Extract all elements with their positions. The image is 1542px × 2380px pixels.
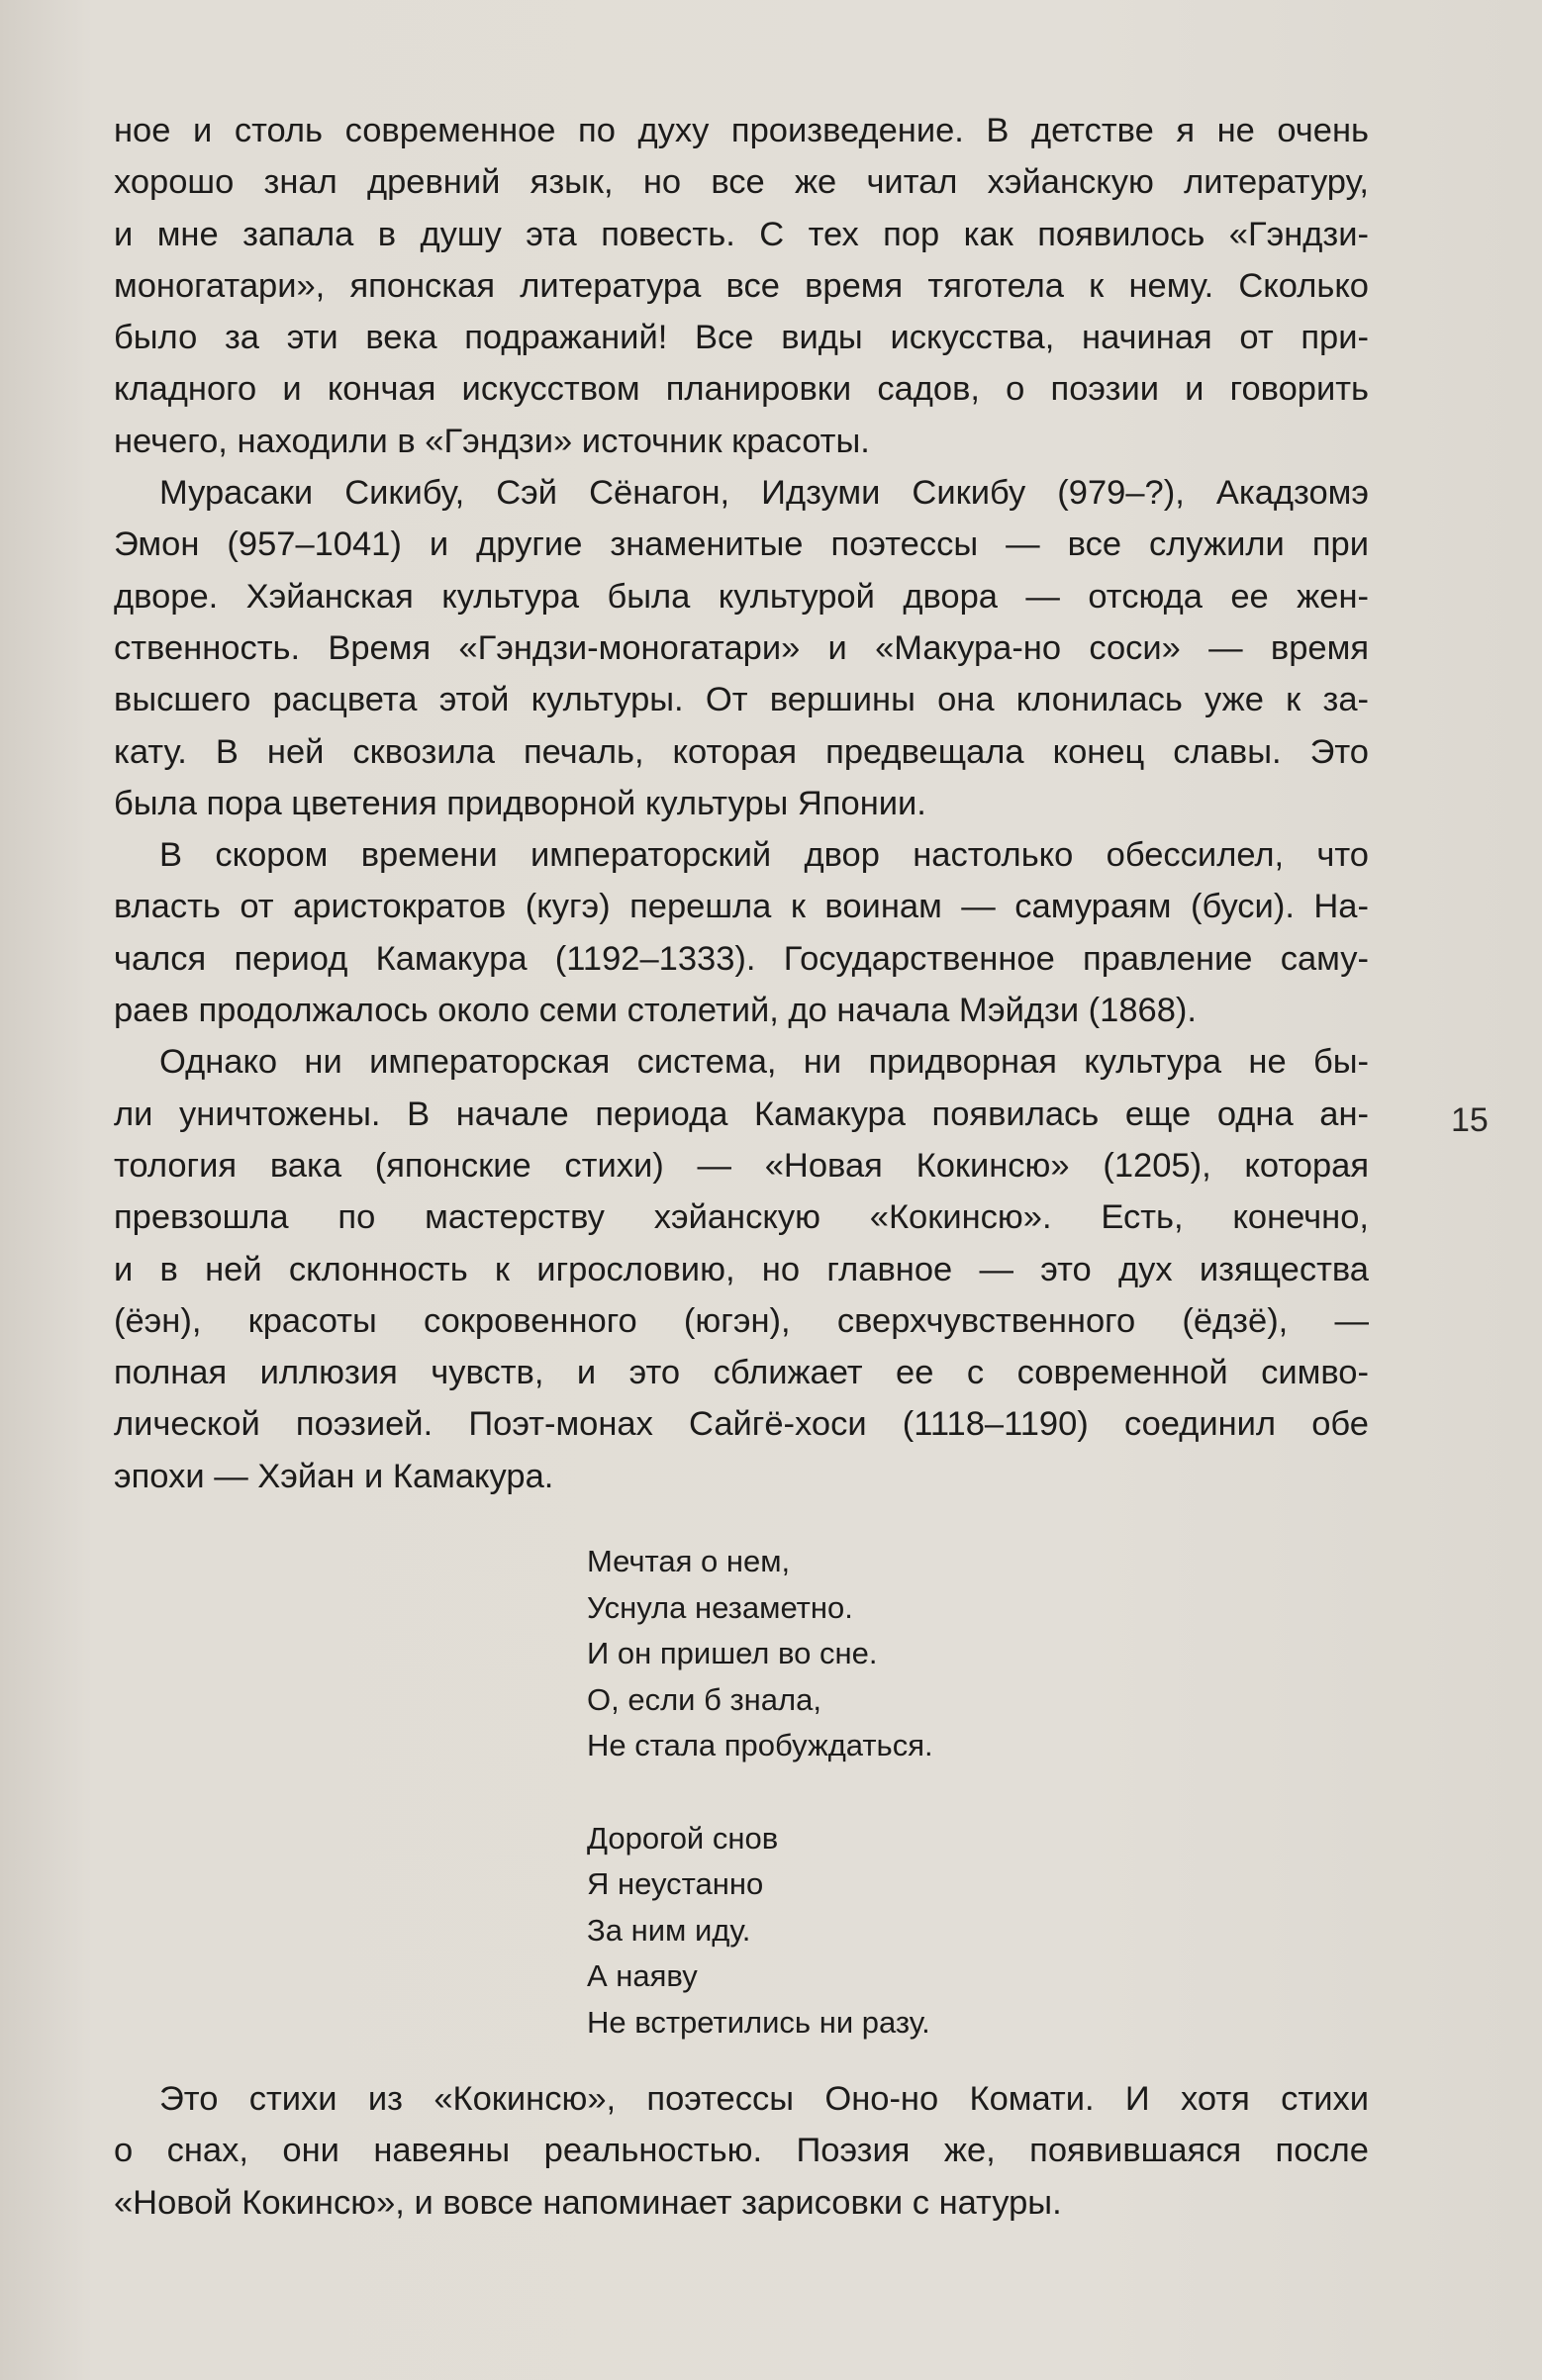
paragraph: [114, 467, 1369, 829]
text-line: кладного и кончая искусством планировки садов, о поэзии и говорить: [114, 370, 1369, 409]
text-column: [114, 105, 1369, 1502]
text-line: чался период Камакура (1192–1333). Государственное правление саму-: [114, 939, 1369, 978]
text-line: лической поэзией. Поэт-монах Сайгё-хоси (1118–1190) соединил обе: [114, 1405, 1369, 1444]
text-line: эпохи — Хэйан и Камакура.: [114, 1457, 554, 1495]
poem-line: Я неустанно: [587, 1866, 764, 1901]
text-line: полная иллюзия чувств, и это сближает ее с современной симво-: [114, 1354, 1369, 1392]
text-line: и в ней склонность к игрословию, но главное — это дух изящества: [114, 1250, 1369, 1288]
poem-line: Не встретились ни разу.: [587, 2004, 930, 2040]
poem-line: И он пришел во сне.: [587, 1636, 878, 1670]
poem-stanza: [587, 1816, 1280, 2047]
text-line: хорошо знал древний язык, но все же читал хэйанскую литературу,: [114, 163, 1369, 202]
text-line: было за эти века подражаний! Все виды искусства, начиная от при-: [114, 319, 1369, 357]
poem-block: [587, 1539, 1280, 2046]
text-line: Это стихи из «Кокинсю», поэтессы Оно-но Комати. И хотя стихи: [159, 2080, 1369, 2118]
text-line: ственность. Время «Гэндзи-моногатари» и «Макура-но соси» — время: [114, 628, 1369, 667]
paragraph: [114, 2073, 1369, 2229]
text-line: нечего, находили в «Гэндзи» источник красоты.: [114, 422, 870, 460]
paragraph: [114, 105, 1369, 467]
text-line: ное и столь современное по духу произведение. В детстве я не очень: [114, 112, 1369, 149]
poem-line: За ним иду.: [587, 1912, 751, 1948]
text-line: В скором времени императорский двор настолько обессилел, что: [159, 836, 1369, 875]
text-line: Эмон (957–1041) и другие знаменитые поэтессы — все служили при: [114, 525, 1369, 564]
text-line: Мурасаки Сикибу, Сэй Сёнагон, Идзуми Сикибу (979–?), Акадзомэ: [159, 474, 1369, 513]
poem-line: А наяву: [587, 1958, 698, 1993]
poem-line: Дорогой снов: [587, 1820, 779, 1856]
text-line: раев продолжалось около семи столетий, до начала Мэйдзи (1868).: [114, 992, 1197, 1030]
text-line: кату. В ней сквозила печаль, которая предвещала конец славы. Это: [114, 732, 1369, 771]
text-line: высшего расцвета этой культуры. От вершины она клонилась уже к за-: [114, 681, 1369, 719]
text-line: моногатари», японская литература все время тяготела к нему. Сколько: [114, 266, 1369, 305]
text-line: (ёэн), красоты сокровенного (югэн), сверхчувственного (ёдзё), —: [114, 1301, 1369, 1340]
text-line: была пора цветения придворной культуры Японии.: [114, 784, 926, 822]
text-line: дворе. Хэйанская культура была культурой двора — отсюда ее жен-: [114, 577, 1369, 616]
poem-line: Не стала пробуждаться.: [587, 1728, 933, 1762]
text-line: и мне запала в душу эта повесть. С тех пор как появилось «Гэндзи-: [114, 215, 1369, 253]
text-line: власть от аристократов (кугэ) перешла к воинам — самураям (буси). На-: [114, 888, 1369, 926]
closing-paragraph-block: [114, 2073, 1369, 2229]
text-line: тология вака (японские стихи) — «Новая Кокинсю» (1205), которая: [114, 1146, 1369, 1185]
page-number: 15: [1451, 1101, 1489, 1139]
text-line: «Новой Кокинсю», и вовсе напоминает зарисовки с натуры.: [114, 2183, 1062, 2222]
poem-line: Уснула незаметно.: [587, 1589, 853, 1625]
paragraph: [114, 1036, 1369, 1502]
poem-line: Мечтая о нем,: [587, 1544, 791, 1578]
text-line: о снах, они навеяны реальностью. Поэзия же, появившаяся после: [114, 2132, 1369, 2170]
paragraph: [114, 829, 1369, 1036]
text-line: превзошла по мастерству хэйанскую «Кокинсю». Есть, конечно,: [114, 1198, 1369, 1237]
text-line: Однако ни императорская система, ни придворная культура не бы-: [159, 1043, 1369, 1082]
poem-stanza: [587, 1539, 1280, 1769]
poem-line: О, если б знала,: [587, 1681, 821, 1717]
text-line: ли уничтожены. В начале периода Камакура появилась еще одна ан-: [114, 1095, 1369, 1133]
